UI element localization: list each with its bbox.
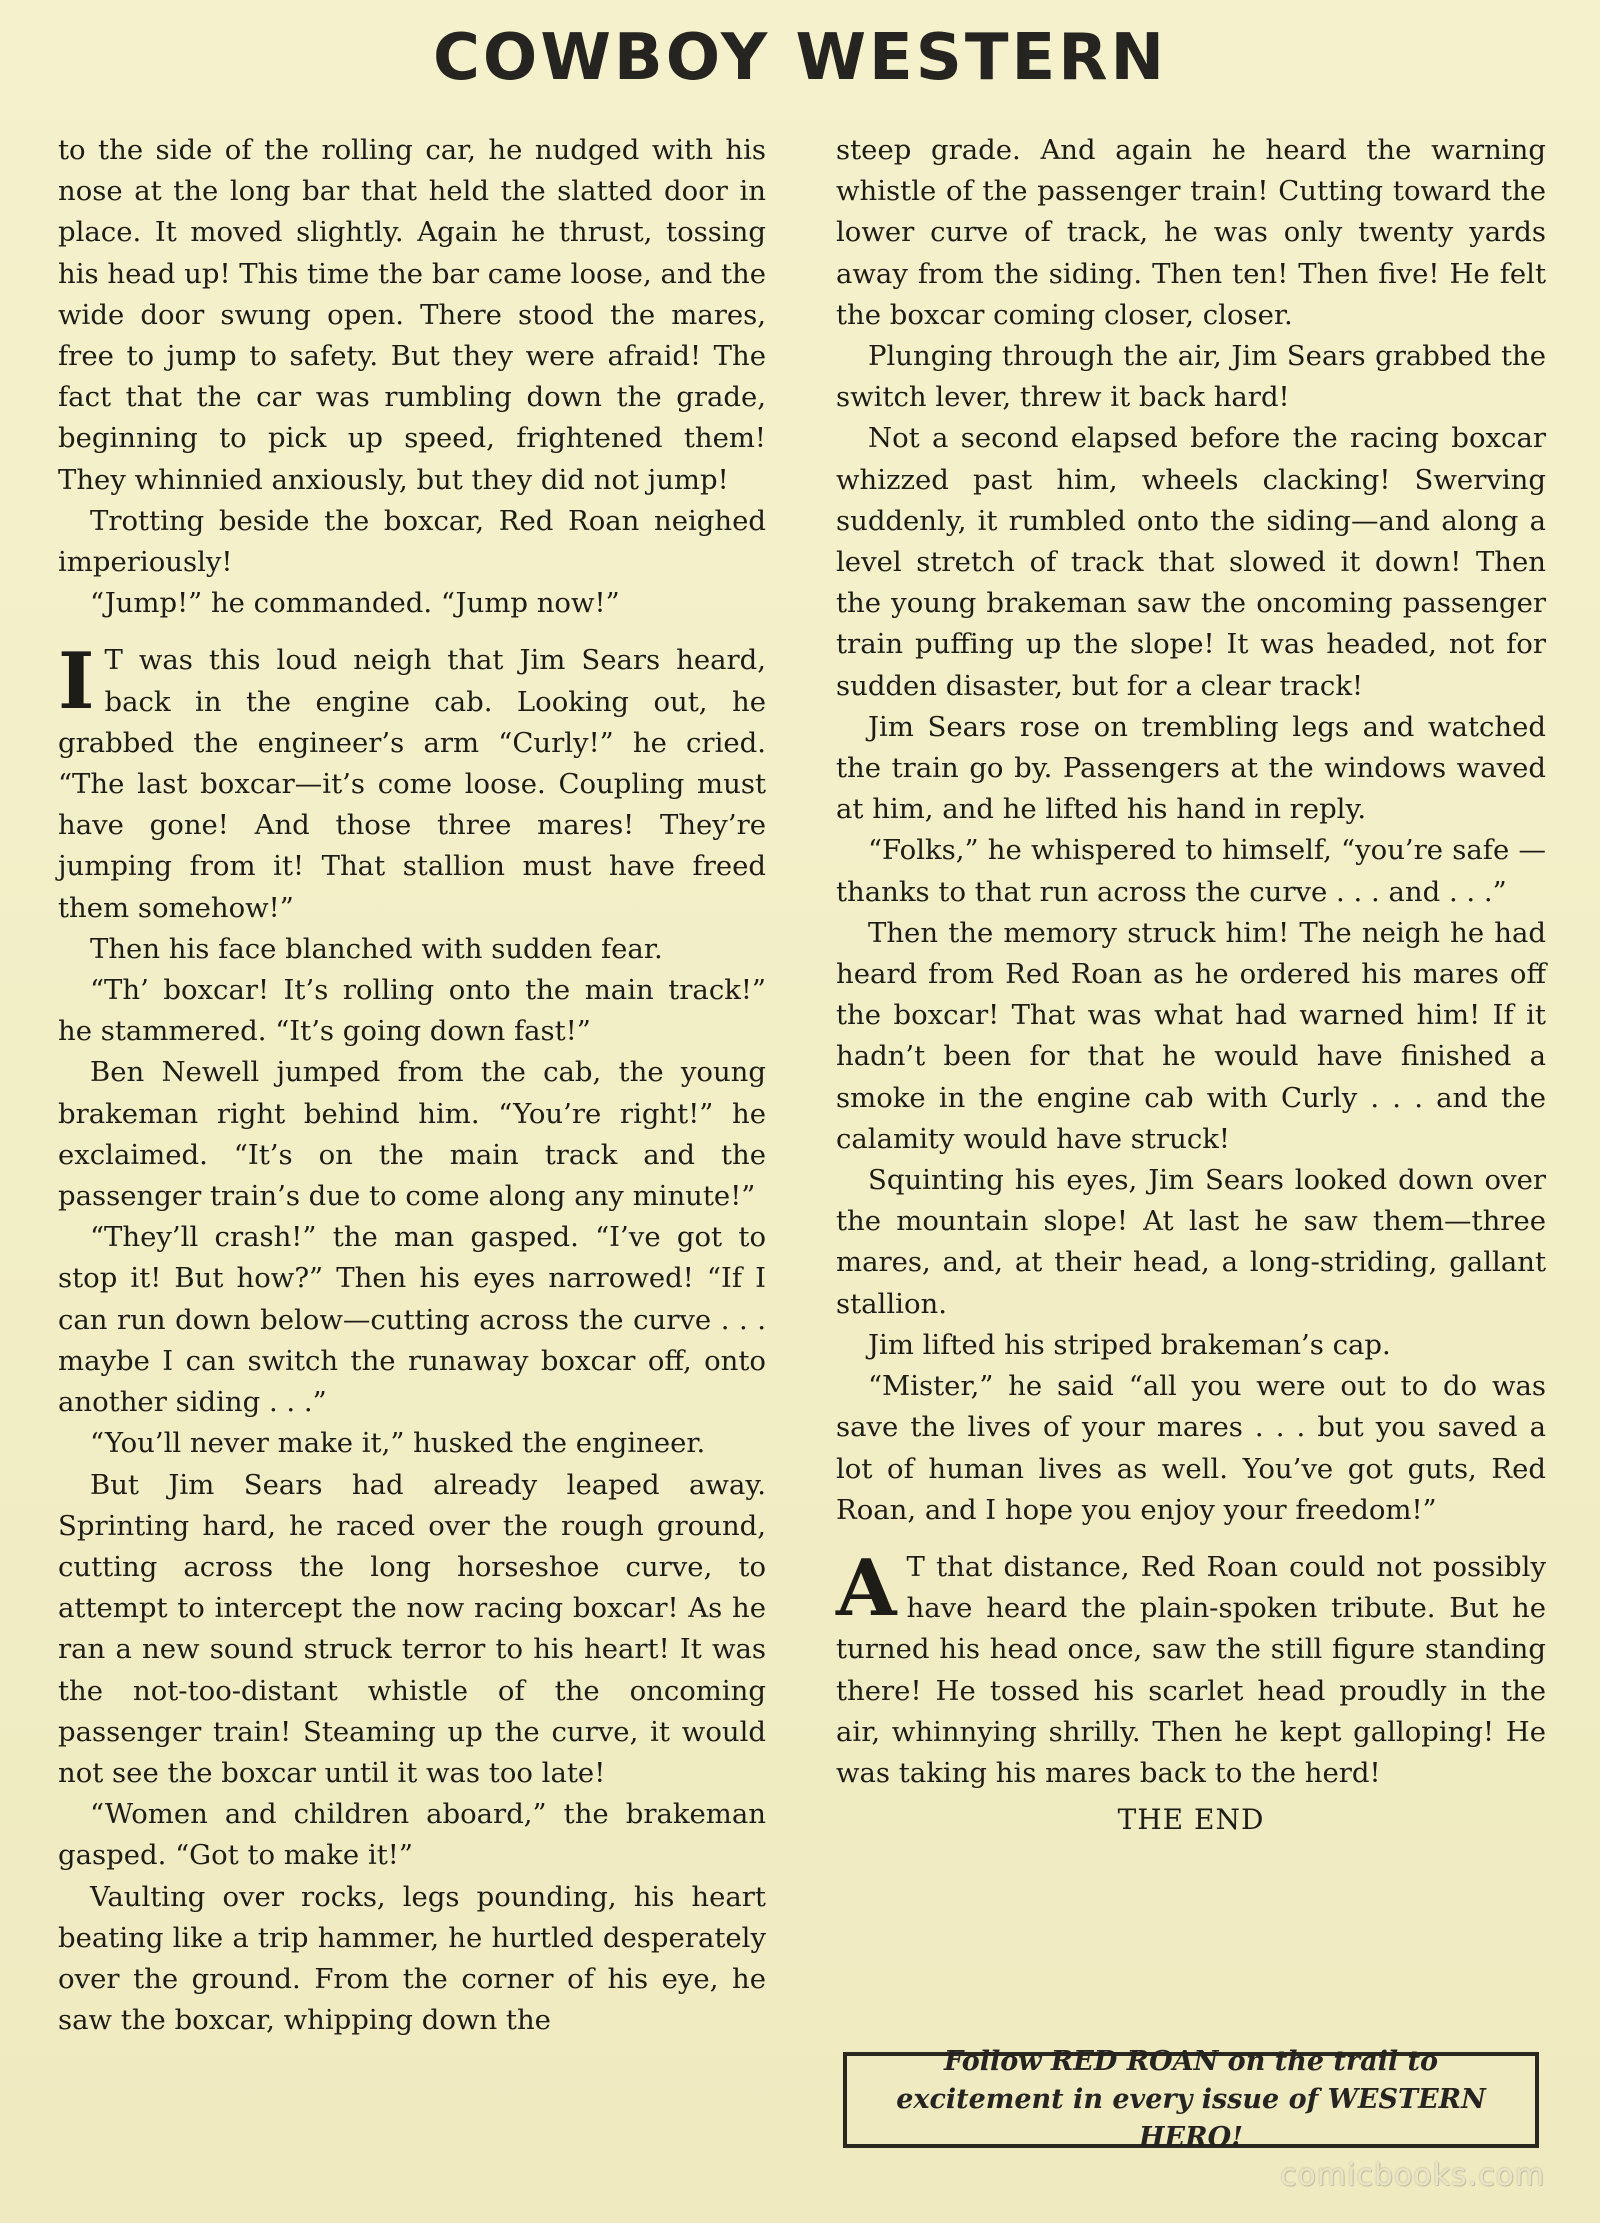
story-paragraph: Jim Sears rose on trembling legs and watched the train go by. Passengers at the windows waved at him, and he lifted his hand in reply. — [836, 710, 1546, 826]
page-title: COWBOY WESTERN — [432, 21, 1168, 95]
story-paragraph: “You’ll never make it,” husked the engineer. — [90, 1427, 706, 1460]
story-paragraph: to the side of the rolling car, he nudged with his nose at the long bar that held the slatted door in place. It moved slightly. Again he thrust, tossing his head up! This time the bar came loose, and the wide door swung open. There stood the mares, free to jump to safety. But they were afraid! The fact that the car was rumbling down the grade, beginning to pick up speed, frightened them! They whinnied anxiously, but they did not jump! — [58, 134, 766, 496]
story-paragraph: Squinting his eyes, Jim Sears looked down over the mountain slope! At last he saw them—three mares, and, at their head, a long-striding, gallant stallion. — [836, 1164, 1546, 1320]
the-end-label: THE END — [1117, 1803, 1265, 1837]
story-paragraph: “Women and children aboard,” the brakeman gasped. “Got to make it!” — [58, 1798, 766, 1872]
promo-text: Follow RED ROAN on the trail to excitement in every issue of WESTERN HERO! — [896, 2046, 1486, 2153]
story-paragraph: But Jim Sears had already leaped away. Sprinting hard, he raced over the rough ground, cutting across the long horseshoe curve, to attempt to intercept the now racing boxcar! As he ran a new sound struck terror to his heart! It was the not-too-distant whistle of the oncoming passenger train! Steaming up the curve, it would not see the boxcar until it was too late! — [58, 1468, 766, 1789]
story-paragraph: Plunging through the air, Jim Sears grabbed the switch lever, threw it back hard! — [836, 340, 1546, 414]
story-paragraph: Jim lifted his striped brakeman’s cap. — [868, 1328, 1391, 1361]
story-paragraph: Vaulting over rocks, legs pounding, his heart beating like a trip hammer, he hurtled desperately over the ground. From the corner of his eye, he saw the boxcar, whipping down the — [58, 1880, 766, 2037]
story-paragraph: Trotting beside the boxcar, Red Roan neighed imperiously! — [58, 504, 766, 579]
story-paragraph: “They’ll crash!” the man gasped. “I’ve got to stop it! But how?” Then his eyes narrowed! “If I can run down below—cutting across the curve . . . maybe I can switch the runaway boxcar off, onto another siding . . .” — [58, 1221, 766, 1419]
right-column — [836, 130, 1546, 1840]
dropcap-paragraph-text: T that distance, Red Roan could not possibly have heard the plain-spoken tribute. But he turned his head once, saw the still figure standing there! He tossed his scarlet head proudly in the air, whinnying shrilly. Then he kept galloping! He was taking his mares back to the herd! — [836, 1550, 1546, 1789]
story-paragraph: “Folks,” he whispered to himself, “you’re safe —thanks to that run across the curve . . . and . . .” — [836, 834, 1546, 908]
story-paragraph-dropcap — [836, 1542, 1546, 1794]
promo-box — [843, 2046, 1539, 2153]
story-paragraph: Then the memory struck him! The neigh he had heard from Red Roan as he ordered his mares off the boxcar! That was what had warned him! If it hadn’t been for that he would have finished a smoke in the engine cab with Curly . . . and the calamity would have struck! — [836, 916, 1546, 1155]
left-column — [58, 130, 766, 2041]
story-paragraph: Ben Newell jumped from the cab, the young brakeman right behind him. “You’re right!” he exclaimed. “It’s on the main track and the passenger train’s due to come along any minute!” — [58, 1056, 766, 1213]
drop-cap: I — [58, 636, 95, 728]
watermark: comicbooks.com — [1280, 2158, 1546, 2193]
dropcap-paragraph-text: T was this loud neigh that Jim Sears heard, back in the engine cab. Looking out, he grabbed the engineer’s arm “Curly!” he cried. “The last boxcar—it’s come loose. Coupling must have gone! And those three mares! They’re jumping from it! That stallion must have freed them somehow!” — [58, 644, 766, 924]
drop-cap: A — [836, 1542, 897, 1634]
story-paragraph-dropcap — [58, 636, 766, 928]
story-paragraph: Then his face blanched with sudden fear. — [90, 932, 663, 965]
story-paragraph: “Mister,” he said “all you were out to do was save the lives of your mares . . . but you saved a lot of human lives as well. You’ve got guts, Red Roan, and I hope you enjoy your freedom!” — [836, 1370, 1546, 1526]
story-paragraph: “Jump!” he commanded. “Jump now!” — [90, 587, 620, 620]
story-paragraph: steep grade. And again he heard the warning whistle of the passenger train! Cutting toward the lower curve of track, he was only twenty yards away from the siding. Then ten! Then five! He felt the boxcar coming closer, closer. — [836, 134, 1546, 331]
story-paragraph: Not a second elapsed before the racing boxcar whizzed past him, wheels clacking! Swerving suddenly, it rumbled onto the siding—and along a level stretch of track that slowed it down! Then the young brakeman saw the oncoming passenger train puffing up the slope! It was headed, not for sudden disaster, but for a clear track! — [836, 422, 1546, 702]
story-paragraph: “Th’ boxcar! It’s rolling onto the main track!” he stammered. “It’s going down fast!” — [58, 974, 766, 1048]
